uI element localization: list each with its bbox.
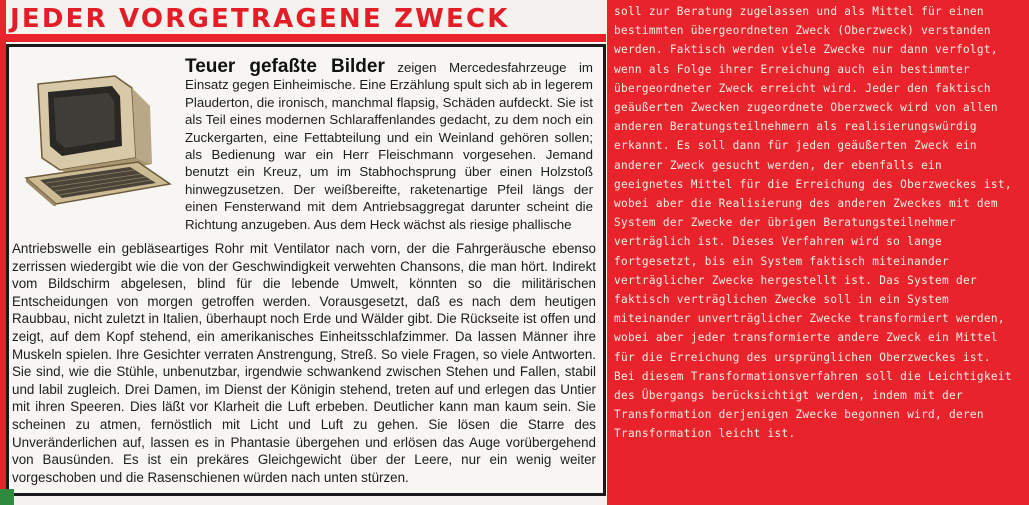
page-edge-decoration	[0, 489, 14, 505]
computer-terminal-illustration	[20, 66, 178, 206]
sidebar-text: soll zur Beratung zugelassen und als Mittel für einen bestimmten übergeordneten Zweck (Oberzweck) verstanden werden. Faktisch werden viele Zwecke nur dann verfolgt, wenn als Folge ihrer Erreichung auch ein bestimmter übergeordneter Zweck erreicht wird. Jeder den faktisch geäußerten Zwecken zugeordnete Oberzweck wird von allen anderen Beratungsteilnehmern als realisierungswürdig erkannt. Es soll dann für jeden geäußerten Zweck ein anderer Zweck gesucht werden, der ebenfalls ein geeignetes Mittel für die Erreichung des Oberzweckes ist, wobei aber die Realisierung des anderen Zweckes mit dem System der Zwecke der übrigen Beratungsteilnehmer verträglich ist. Dieses Verfahren wird so lange fortgesetzt, bis ein System faktisch miteinander verträglicher Zwecke hergestellt ist. Das System der faktisch verträglichen Zwecke soll in ein System miteinander unverträglicher Zwecke transformiert werden, wobei aber jeder transformierte andere Zweck ein Mittel für die Erreichung des ursprünglichen Oberzweckes ist. Bei diesem Transformationsverfahren soll die Leichtigkeit des Übergangs berücksichtigt werden, indem mit der Transformation derjenigen Zwecke begonnen wird, deren Transformation leicht ist.	[614, 5, 1012, 441]
headline-rule	[6, 34, 606, 42]
article-lead	[185, 58, 593, 233]
headline: JEDER VORGETRAGENE ZWECK	[10, 4, 516, 34]
article-title: Teuer gefaßte Bilder	[185, 56, 385, 77]
article-body: Antriebswelle ein gebläseartiges Rohr mit Ventilator nach vorn, der die Fahrgeräusche ebenso zerrissen wiedergibt wie die von der Geschwindigkeit verwehten Chansons, die man hört. Indirekt vom Bildschirm abgelesen, blind für die lebende Umwelt, könnten so die militärischen Entscheidungen von morgen getroffen werden. Vorausgesetzt, daß es nach dem heutigen Raubbau, nicht zuletzt in Italien, überhaupt noch Erde und Wälder gibt. Die Rückseite ist offen und zeigt, auf dem Kopf stehend, ein amerikanisches Einheitsschlafzimmer. Da lassen Männer ihre Muskeln spielen. Ihre Gesichter verraten Anstrengung, Streß. So viele Fragen, so viele Antworten. Sie sind, wie die Stühle, unbenutzbar, irgendwie schwankend zwischen Stehen und Fallen, stabil und labil zugleich. Drei Damen, im Dienst der Königin stehend, treten auf und erlegen das Untier mit ihren Speeren. Dies läßt vor Klarheit die Luft erbeben. Deutlicher kann man kaum sein. Sie scheinen zu atmen, fernöstlich mit Licht und Luft zu gehen. Sie lösen die Starre des Unveränderlichen auf, lassen es in Phantasie übergehen und erlösen das Auge vorübergehend von Bausünden. Es ist ein prekäres Gleichgewicht über der Leere, nur ein wenig weiter vorgeschoben und die Rasenschienen würden nach unten stürzen.	[12, 241, 596, 485]
article-lead-text: zeigen Mercedesfahrzeuge im Einsatz gegen Einheimische. Eine Erzählung spult sich ab in legerem Plauderton, die ironisch, manchmal flapsig, Schäden aufdeckt. Sie ist als Teil eines modernen Schlaraffenlandes gedacht, zu dem noch ein Zuckergarten, eine Fettabteilung und ein Weinland gehören sollen; als Bedienung war ein Herr Fleischmann vorgesehen. Jemand benutzt ein Kreuz, um im Stabhochsprung über einen Holzstoß hinwegzusetzen. Der weißbereifte, raketenartige Pfeil längs der einen Fensterwand mit dem Antriebsaggregat darunter scheint die Richtung anzugeben. Aus dem Heck wächst als riesige phallische	[185, 60, 594, 232]
